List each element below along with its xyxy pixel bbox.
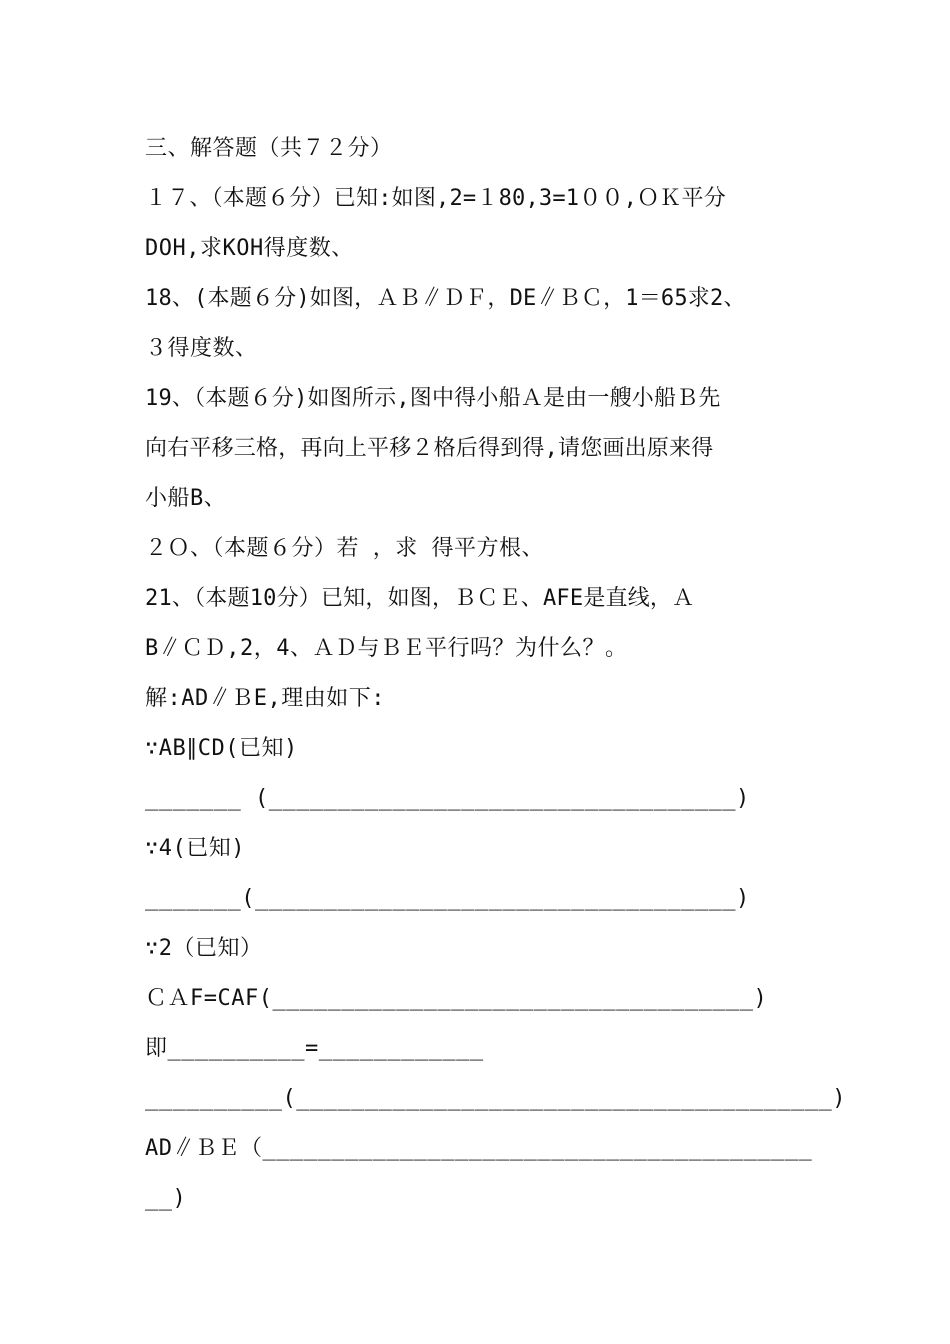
solution-blank-5: __________(_______________________________________) <box>145 1086 847 1111</box>
question-18-line-2: ３得度数、 <box>145 336 258 361</box>
question-19-line-2: 向右平移三格，再向上平移２格后得到得,请您画出原来得 <box>145 436 714 461</box>
solution-conclusion-end: __) <box>145 1186 187 1211</box>
question-20-line-1: ２Ｏ、（本题６分）若 ，求 得平方根、 <box>145 536 544 561</box>
section-title: 三、解答题（共７２分） <box>145 136 393 161</box>
question-17-line-2: DOH,求KOH得度数、 <box>145 236 354 261</box>
question-17-line-1: １７、（本题６分）已知:如图,2=１80,3=1００,ＯＫ平分 <box>145 186 726 211</box>
solution-step-1: ∵AB∥CD(已知) <box>145 736 298 761</box>
solution-blank-1: _______ (__________________________________) <box>145 786 750 811</box>
question-19-line-1: 19、（本题６分)如图所示,图中得小船Ａ是由一艘小船Ｂ先 <box>145 386 721 411</box>
solution-intro: 解:AD∥ＢE,理由如下: <box>145 686 385 711</box>
solution-step-2: ∵4(已知) <box>145 836 245 861</box>
question-18-line-1: 18、(本题６分)如图，ＡＢ∥ＤＦ，DE∥ＢＣ，1＝65求2、 <box>145 286 746 311</box>
solution-conclusion: AD∥ＢＥ（________________________________________ <box>145 1136 813 1161</box>
solution-step-3: ∵2（已知） <box>145 936 263 961</box>
answer-section <box>145 124 847 1224</box>
solution-blank-4: 即__________=____________ <box>145 1036 484 1061</box>
question-21-line-1: 21、（本题10分）已知，如图，ＢＣＥ、AFE是直线，Ａ <box>145 586 695 611</box>
question-21-line-2: B∥ＣＤ,2，4、ＡＤ与ＢＥ平行吗？为什么？。 <box>145 636 628 661</box>
question-19-line-3: 小船B、 <box>145 486 227 511</box>
solution-blank-3: ＣＡF=CAF(___________________________________) <box>145 986 768 1011</box>
solution-blank-2: _______(___________________________________) <box>145 886 750 911</box>
